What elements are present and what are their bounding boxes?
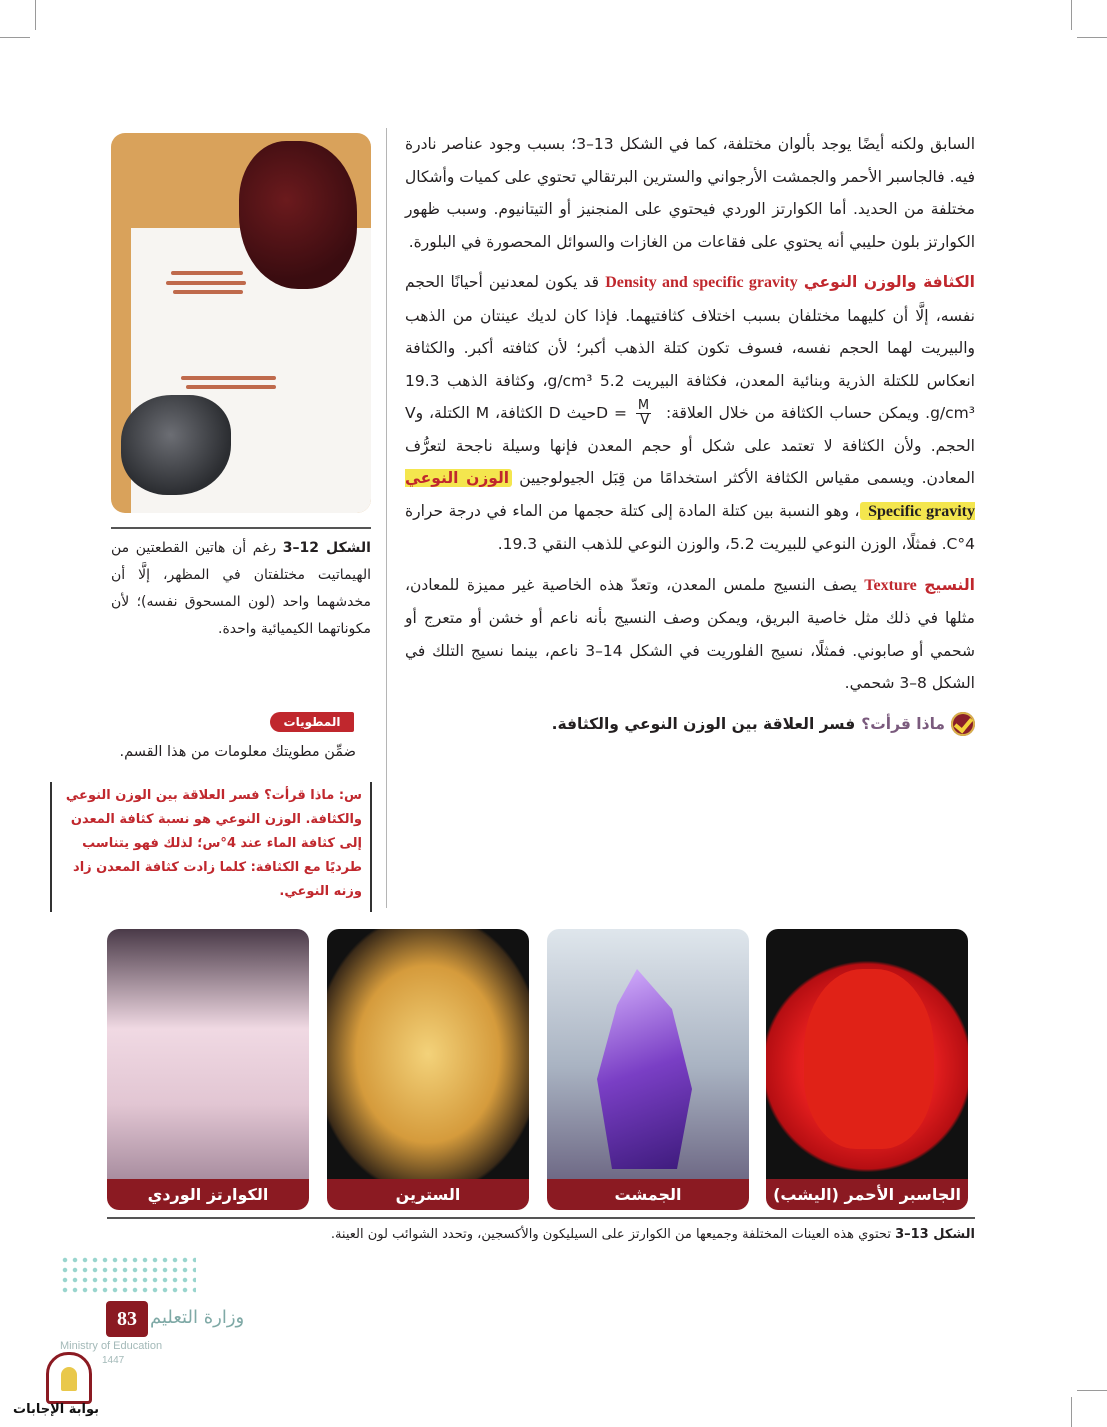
density-formula bbox=[596, 398, 660, 428]
foldables-text: ضمِّن مطويتك معلومات من هذا القسم. bbox=[119, 744, 356, 760]
figure-13-label: الشكل 13–3 bbox=[895, 1227, 975, 1242]
streak-mark bbox=[186, 385, 276, 389]
crop-mark bbox=[0, 37, 30, 38]
paragraph-texture bbox=[405, 569, 975, 700]
figure-13-rose-quartz bbox=[107, 929, 309, 1210]
column-divider bbox=[386, 128, 387, 908]
rose-quartz-photo bbox=[107, 929, 309, 1179]
density-text-c: ، وهو النسبة بين كتلة المادة إلى كتلة حجمها من الماء في درجة حرارة 4°C. فمثلًا، الوزن النوعي للبيريت 5.2، والوزن النوعي للذهب النقي 19.3. bbox=[405, 501, 975, 553]
formula-denominator: V bbox=[640, 413, 650, 428]
main-text-column bbox=[405, 128, 975, 740]
density-text-b: حيث D الكثافة، M الكتلة، وV الحجم. ولأن الكثافة لا تعتمد على شكل أو حجم المعدن فإنها وسيلة ناجحة لتعرُّف المعادن. ويسمى مقياس الكثافة الأكثر استخدامًا من قِبَل الجيولوجيين bbox=[405, 404, 975, 487]
paragraph-density bbox=[405, 266, 975, 561]
figure-13-rule bbox=[107, 1217, 975, 1219]
figure-13-caption bbox=[107, 1224, 975, 1246]
citrine-photo bbox=[327, 929, 529, 1179]
streak-mark bbox=[166, 281, 246, 285]
figure-13-jasper bbox=[766, 929, 968, 1210]
ministry-logo-dots bbox=[60, 1255, 196, 1295]
texture-heading-ar: النسيج bbox=[924, 575, 975, 594]
figure-12-hematite-photo bbox=[111, 133, 371, 513]
figure-12-label: الشكل 12–3 bbox=[282, 540, 371, 556]
streak-mark bbox=[173, 290, 243, 294]
streak-mark bbox=[171, 271, 243, 275]
reading-check bbox=[405, 708, 975, 741]
sg-term-ar: الوزن النوعي bbox=[405, 469, 510, 487]
page-number: 83 bbox=[106, 1301, 148, 1337]
figure-13-citrine bbox=[327, 929, 529, 1210]
density-heading-en: Density and specific gravity bbox=[605, 274, 798, 291]
foldables-badge: المطويات bbox=[270, 712, 354, 732]
figure-13-amethyst bbox=[547, 929, 749, 1210]
reading-check-label: ماذا قرأت؟ bbox=[861, 714, 945, 733]
red-hematite-sample bbox=[239, 141, 357, 289]
formula-fraction bbox=[636, 399, 651, 428]
texture-heading-en: Texture bbox=[864, 576, 917, 594]
portal-name: بوابة الإجابات bbox=[13, 1402, 99, 1417]
streak-mark bbox=[181, 376, 276, 380]
answer-box: س: ماذا قرأت؟ فسر العلاقة بين الوزن النوعي والكثافة. الوزن النوعي هو نسبة كثافة المعدن إلى كثافة الماء عند 4°س؛ لذلك فهو يتناسب طرديًا مع الكثافة: كلما زادت كثافة المعدن زاد وزنه النوعي. bbox=[50, 782, 372, 912]
ministry-name-en: Ministry of Education bbox=[60, 1340, 163, 1352]
crop-mark bbox=[1077, 1390, 1107, 1391]
formula-numerator: M bbox=[637, 398, 650, 413]
amethyst-photo bbox=[547, 929, 749, 1179]
jasper-label: الجاسبر الأحمر (اليشب) bbox=[766, 1179, 968, 1210]
sg-term-en: Specific gravity bbox=[868, 502, 975, 520]
formula-lhs: D = bbox=[596, 404, 627, 422]
amethyst-label: الجمشت bbox=[547, 1179, 749, 1210]
rose-quartz-label: الكوارتز الوردي bbox=[107, 1179, 309, 1210]
black-hematite-sample bbox=[121, 395, 231, 495]
paragraph-colors: السابق ولكنه أيضًا يوجد بألوان مختلفة، كما في الشكل 13–3؛ بسبب وجود عناصر نادرة فيه. فالجاسبر الأحمر والجمشت الأرجواني والسترين البرتقالي تحتوي على كميات وأشكال مختلفة من الحديد. أما الكوارتز الوردي فيحتوي على المنجنيز أو التيتانيوم. وسبب ظهور الكوارتز بلون حليبي أنه يحتوي على فقاعات من الغازات والسوائل المحصورة في البلورة. bbox=[405, 135, 976, 251]
density-text-a: قد يكون لمعدنين أحيانًا الحجم نفسه، إلَّا أن كليهما مختلفان بسبب اختلاف كثافتيهما. فإذا كان لديك عينتان من الذهب والبيريت لهما الحجم نفسه، فسوف تكون كتلة الذهب أكبر؛ لأن كثافته أكبر. والكثافة انعكاس للكتلة الذرية وبنائية المعدن، فكثافة البيريت 5.2 g/cm³، وكثافة الذهب 19.3 g/cm³. ويمكن حساب الكثافة من خلال العلاقة: bbox=[405, 273, 975, 422]
crop-mark bbox=[1077, 37, 1107, 38]
crop-mark bbox=[1071, 1397, 1072, 1427]
figure-12-caption bbox=[111, 527, 371, 643]
density-heading-ar: الكثافة والوزن النوعي bbox=[803, 273, 975, 291]
crop-mark bbox=[1071, 0, 1072, 30]
texture-text: يصف النسيج ملمس المعدن، وتعدّ هذه الخاصية غير مميزة للمعادن، مثلها في ذلك مثل خاصية البريق، ويمكن وصف النسيج بأنه ناعم أو خشن أو متعرج أو شحمي أو صابوني. فمثلًا، نسيج الفلوريت في الشكل 14–3 ناعم، بينما نسيج التلك في الشكل 8–3 شحمي. bbox=[405, 575, 975, 692]
figure-13-caption-text: تحتوي هذه العينات المختلفة وجميعها من الكوارتز على السيليكون والأكسجين، وتحدد الشوائب لون العينة. bbox=[330, 1227, 891, 1242]
crop-mark bbox=[35, 0, 36, 30]
ministry-year: 1447 bbox=[102, 1355, 125, 1366]
reading-check-question: فسر العلاقة بين الوزن النوعي والكثافة. bbox=[551, 714, 856, 733]
figure-12-caption-text: رغم أن هاتين القطعتين من الهيماتيت مختلفتان في المظهر، إلَّا أن مخدشهما واحد (لون المسحوق نفسه)؛ لأن مكوناتهما الكيميائية واحدة. bbox=[111, 540, 371, 637]
amethyst-crystal bbox=[597, 969, 697, 1169]
jasper-photo bbox=[766, 929, 968, 1179]
citrine-label: السترين bbox=[327, 1179, 529, 1210]
portal-logo-icon bbox=[46, 1352, 92, 1404]
ministry-name-ar: وزارة التعليم bbox=[150, 1307, 245, 1328]
check-icon bbox=[951, 712, 975, 736]
